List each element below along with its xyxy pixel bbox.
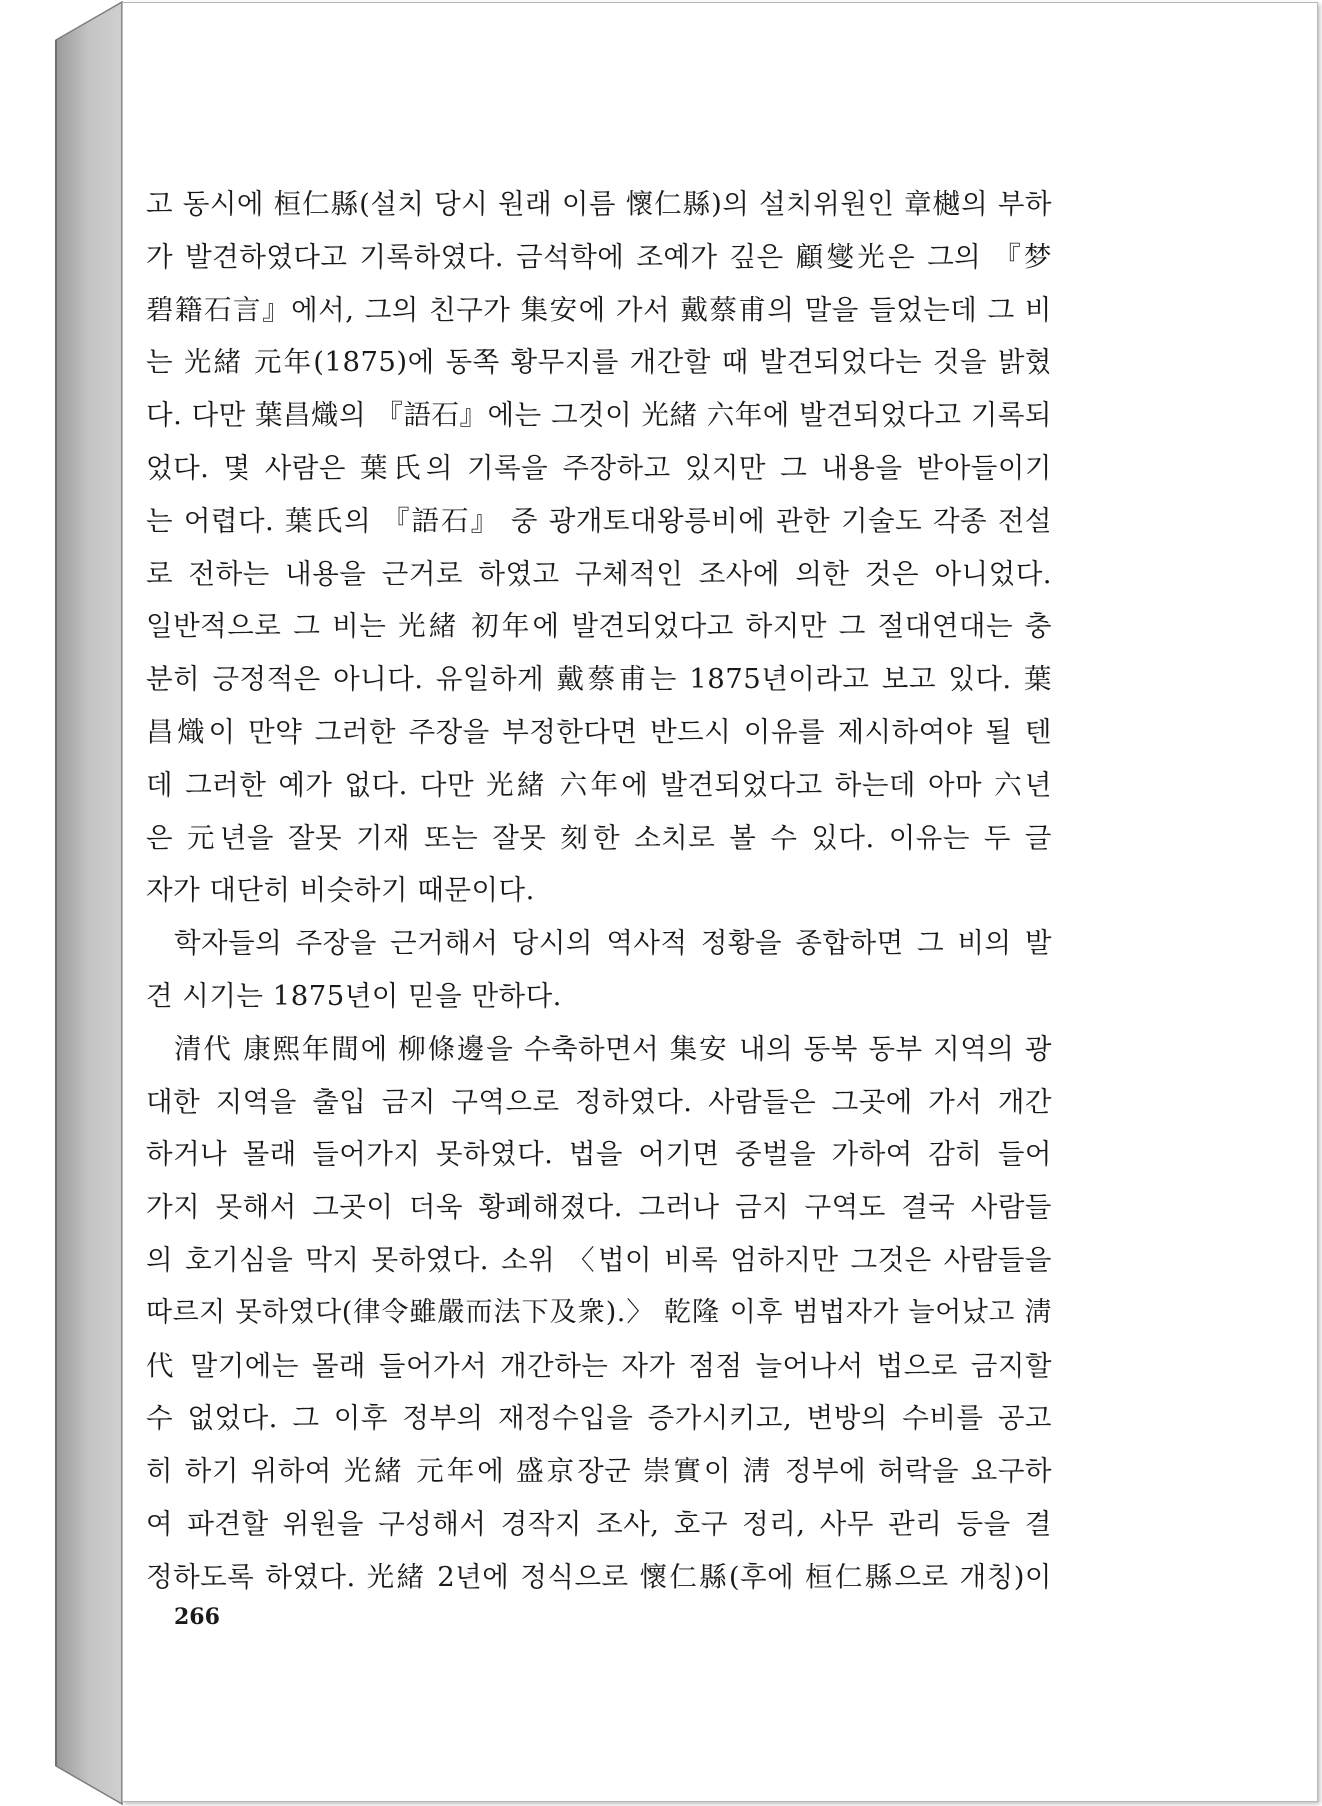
text-line: 은 元년을 잘못 기재 또는 잘못 刻한 소치로 볼 수 있다. 이유는 두 글 (146, 821, 1052, 854)
text-line: 히 하기 위하여 光緒 元年에 盛京장군 崇實이 淸 정부에 허락을 요구하 (146, 1455, 1052, 1488)
text-line: 일반적으로 그 비는 光緒 初年에 발견되었다고 하지만 그 절대연대는 충 (146, 610, 1052, 643)
text-line: 는 光緒 元年(1875)에 동쪽 황무지를 개간할 때 발견되었다는 것을 밝혔 (146, 346, 1052, 379)
text-line: 清代 康熙年間에 柳條邊을 수축하면서 集安 내의 동북 동부 지역의 광 (174, 1032, 1052, 1065)
text-line: 대한 지역을 출입 금지 구역으로 정하였다. 사람들은 그곳에 가서 개간 (146, 1085, 1052, 1118)
text-line: 昌熾이 만약 그러한 주장을 부정한다면 반드시 이유를 제시하여야 될 텐 (146, 715, 1052, 748)
text-line: 의 호기심을 막지 못하였다. 소위 〈법이 비록 엄하지만 그것은 사람들을 (146, 1243, 1052, 1276)
page-number: 266 (174, 1604, 220, 1630)
text-line: 여 파견할 위원을 구성해서 경작지 조사, 호구 정리, 사무 관리 등을 결 (146, 1507, 1052, 1540)
text-line: 가 발견하였다고 기록하였다. 금석학에 조예가 깊은 顧燮光은 그의 『梦 (146, 240, 1052, 273)
text-line: 다. 다만 葉昌熾의 『語石』에는 그것이 光緒 六年에 발견되었다고 기록되 (146, 399, 1052, 432)
text-line: 가지 못해서 그곳이 더욱 황폐해졌다. 그러나 금지 구역도 결국 사람들 (146, 1191, 1052, 1224)
text-line: 하거나 몰래 들어가지 못하였다. 법을 어기면 중벌을 가하여 감히 들어 (146, 1138, 1052, 1171)
text-line: 자가 대단히 비슷하기 때문이다. (146, 874, 535, 907)
text-line: 는 어렵다. 葉氏의 『語石』 중 광개토대왕릉비에 관한 기술도 각종 전설 (146, 504, 1052, 537)
text-line: 었다. 몇 사람은 葉氏의 기록을 주장하고 있지만 그 내용을 받아들이기 (146, 451, 1052, 484)
text-line: 代 말기에는 몰래 들어가서 개간하는 자가 점점 늘어나서 법으로 금지할 (146, 1349, 1052, 1382)
text-line: 학자들의 주장을 근거해서 당시의 역사적 정황을 종합하면 그 비의 발 (174, 927, 1052, 960)
text-line: 견 시기는 1875년이 믿을 만하다. (146, 979, 562, 1012)
text-line: 로 전하는 내용을 근거로 하였고 구체적인 조사에 의한 것은 아니었다. (146, 557, 1052, 590)
text-line: 데 그러한 예가 없다. 다만 光緒 六年에 발견되었다고 하는데 아마 六년 (146, 768, 1052, 801)
text-line: 고 동시에 桓仁縣(설치 당시 원래 이름 懷仁縣)의 설치위원인 章樾의 부하 (146, 188, 1052, 220)
text-line: 분히 긍정적은 아니다. 유일하게 戴蔡甫는 1875년이라고 보고 있다. 葉 (146, 663, 1052, 696)
text-line: 따르지 못하였다(律令雖嚴而法下及衆).〉 乾隆 이후 범법자가 늘어났고 淸 (146, 1296, 1052, 1328)
text-line: 碧籍石言』에서, 그의 친구가 集安에 가서 戴蔡甫의 말을 들었는데 그 비 (146, 293, 1052, 326)
body-text (146, 178, 1052, 1604)
text-line: 정하도록 하였다. 光緒 2년에 정식으로 懷仁縣(후에 桓仁縣으로 개칭)이 (146, 1560, 1052, 1593)
text-line: 수 없었다. 그 이후 정부의 재정수입을 증가시키고, 변방의 수비를 공고 (146, 1402, 1052, 1435)
